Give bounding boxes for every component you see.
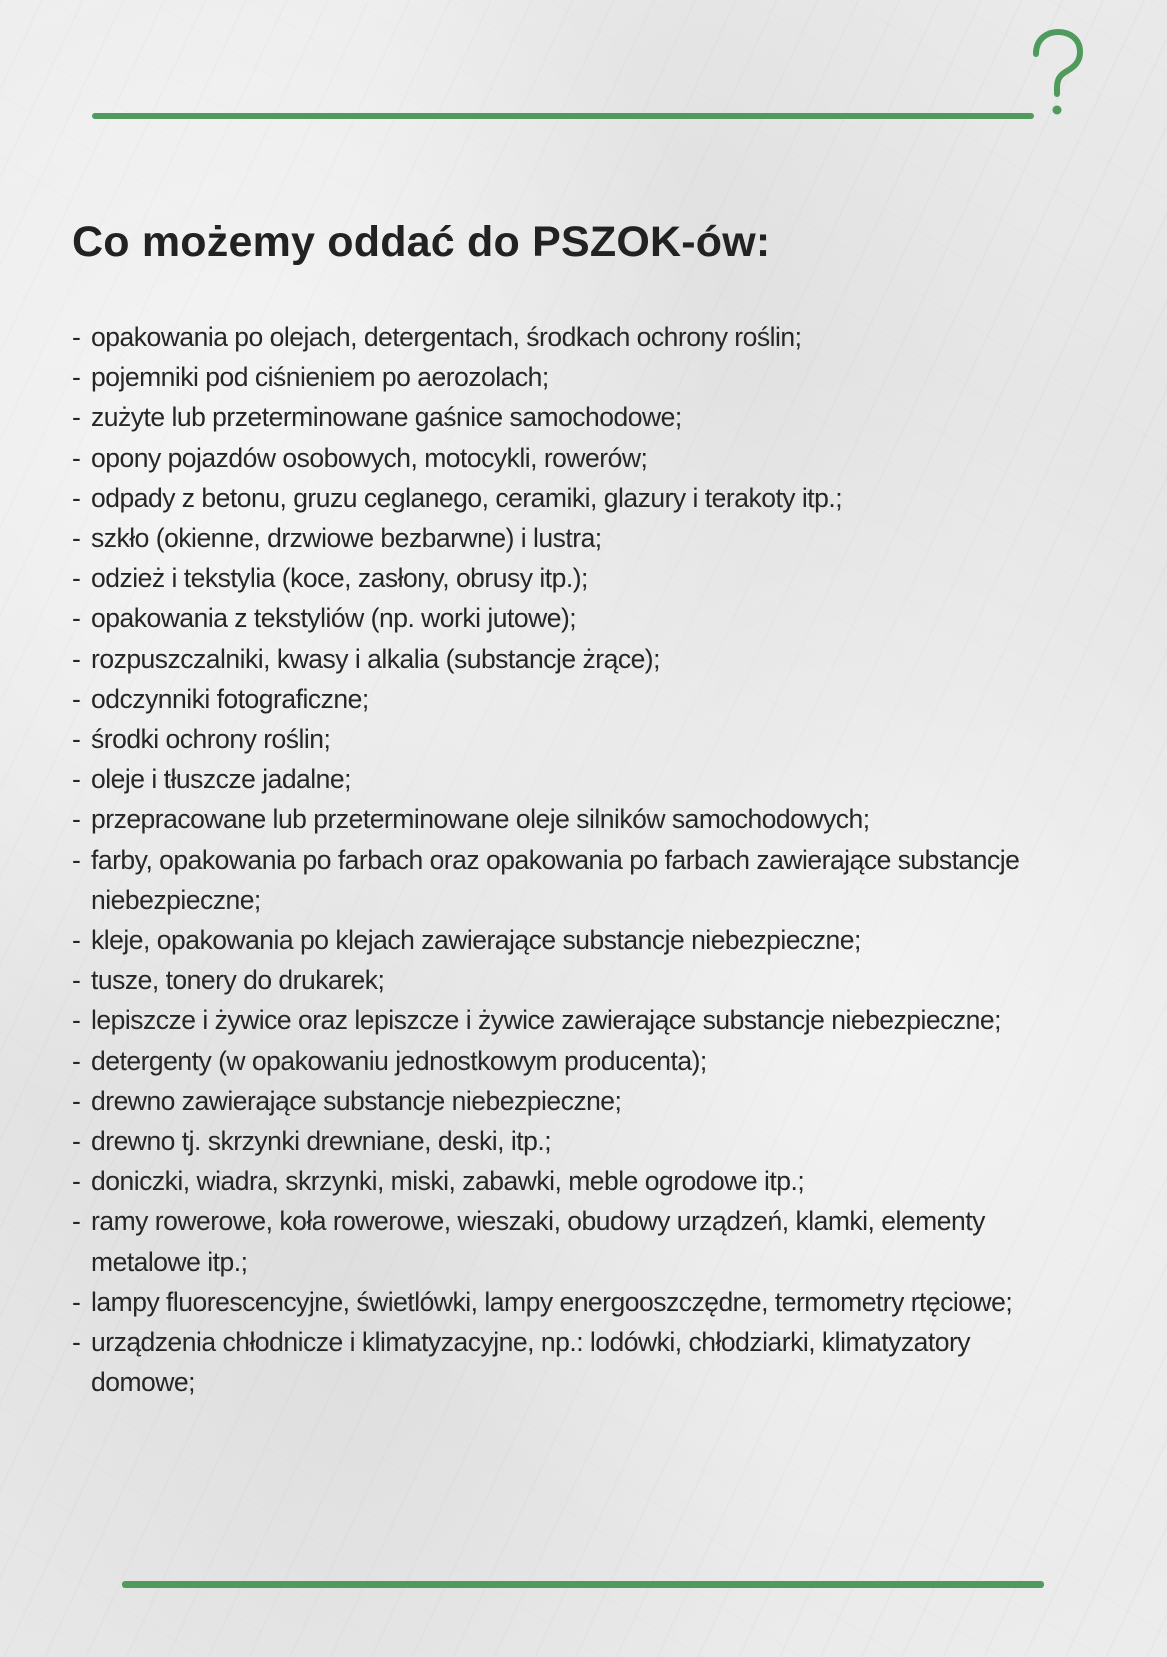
list-item: - lepiszcze i żywice oraz lepiszcze i żywice zawierające substancje niebezpieczne; [72,1000,1032,1040]
list-item: - oleje i tłuszcze jadalne; [72,759,1032,799]
list-item: - odzież i tekstylia (koce, zasłony, obrusy itp.); [72,558,1032,598]
list-item: - środki ochrony roślin; [72,719,1032,759]
bottom-divider [122,1581,1044,1588]
list-item: - urządzenia chłodnicze i klimatyzacyjne, np.: lodówki, chłodziarki, klimatyzatory domowe; [72,1322,1032,1402]
list-item: - drewno zawierające substancje niebezpieczne; [72,1081,1032,1121]
page-title: Co możemy oddać do PSZOK-ów: [72,218,771,266]
list-item: - pojemniki pod ciśnieniem po aerozolach; [72,357,1032,397]
list-item: - odczynniki fotograficzne; [72,679,1032,719]
list-item: - drewno tj. skrzynki drewniane, deski, itp.; [72,1121,1032,1161]
list-item: - szkło (okienne, drzwiowe bezbarwne) i lustra; [72,518,1032,558]
list-item: - przepracowane lub przeterminowane oleje silników samochodowych; [72,799,1032,839]
question-mark-icon [1028,28,1088,124]
waste-items-list [72,317,1032,1402]
list-item: - tusze, tonery do drukarek; [72,960,1032,1000]
list-item: - rozpuszczalniki, kwasy i alkalia (substancje żrące); [72,639,1032,679]
list-item: - odpady z betonu, gruzu ceglanego, ceramiki, glazury i terakoty itp.; [72,478,1032,518]
list-item: - zużyte lub przeterminowane gaśnice samochodowe; [72,397,1032,437]
top-divider [92,113,1034,119]
list-item: - opony pojazdów osobowych, motocykli, rowerów; [72,438,1032,478]
list-item: - farby, opakowania po farbach oraz opakowania po farbach zawierające substancje niebezpieczne; [72,840,1032,920]
list-item: - lampy fluorescencyjne, świetlówki, lampy energooszczędne, termometry rtęciowe; [72,1282,1032,1322]
list-item: - doniczki, wiadra, skrzynki, miski, zabawki, meble ogrodowe itp.; [72,1161,1032,1201]
list-item: - opakowania z tekstyliów (np. worki jutowe); [72,598,1032,638]
list-item: - opakowania po olejach, detergentach, środkach ochrony roślin; [72,317,1032,357]
list-item: - kleje, opakowania po klejach zawierające substancje niebezpieczne; [72,920,1032,960]
list-item: - detergenty (w opakowaniu jednostkowym producenta); [72,1041,1032,1081]
list-item: - ramy rowerowe, koła rowerowe, wieszaki, obudowy urządzeń, klamki, elementy metalowe itp.; [72,1201,1032,1281]
